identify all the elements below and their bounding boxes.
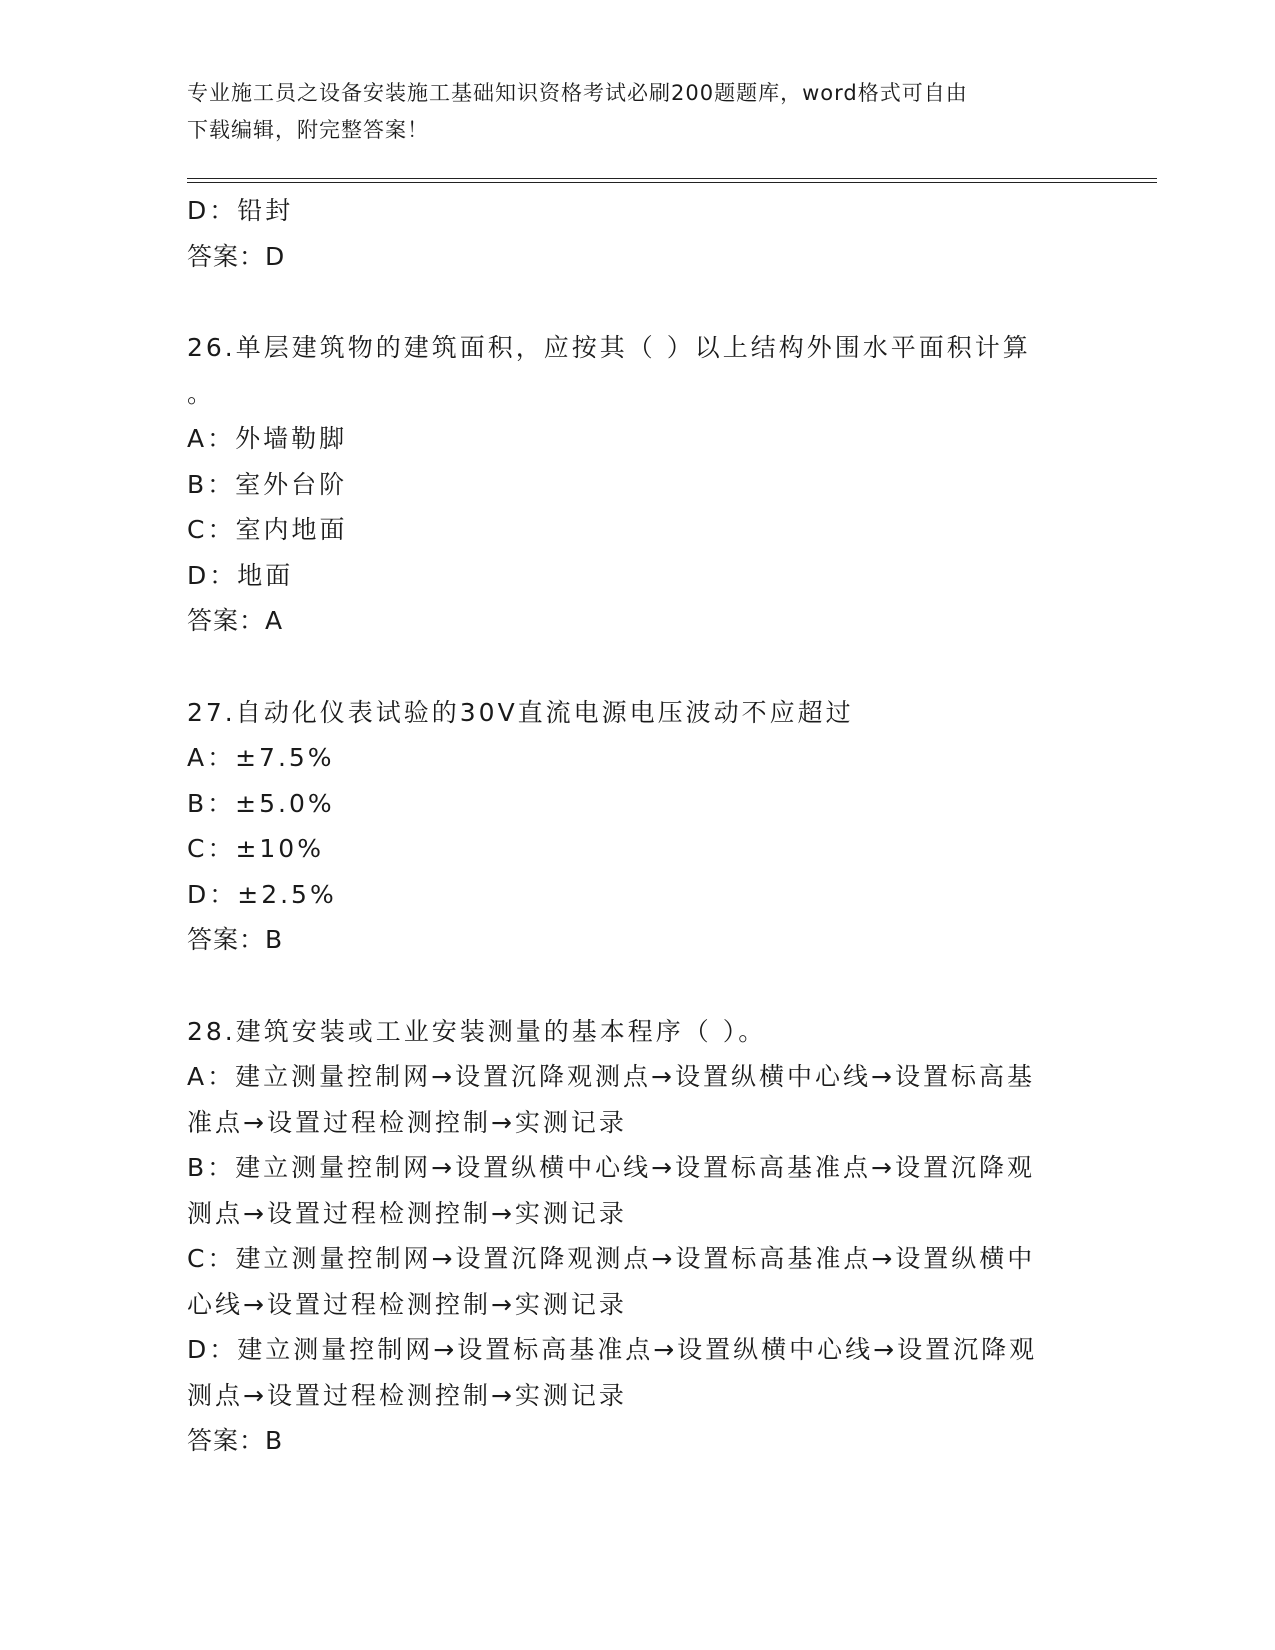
option-a: A：±7.5% [187,743,335,772]
answer: 答案：D [187,241,286,271]
question-stem: 28.建筑安装或工业安装测量的基本程序（ ）。 [187,1016,767,1046]
option-a-line-2: 准点→设置过程检测控制→实测记录 [187,1107,627,1137]
spacer [187,644,1067,690]
header-title-line-1: 专业施工员之设备安装施工基础知识资格考试必刷200题题库，word格式可自由 [187,81,968,105]
option-b: B：室外台阶 [187,469,348,499]
question-stem: 26.单层建筑物的建筑面积，应按其（ ）以上结构外围水平面积计算 [187,333,1031,362]
option-b: B：±5.0% [187,788,335,818]
question-25-tail [187,188,1067,279]
question-28 [187,1009,1067,1464]
spacer [187,963,1067,1009]
spacer [187,279,1067,325]
option-c: C：室内地面 [187,515,348,544]
question-stem: 27.自动化仪表试验的30V直流电源电压波动不应超过 [187,697,854,727]
option-b-line-1: B：建立测量控制网→设置纵横中心线→设置标高基准点→设置沉降观 [187,1153,1035,1182]
answer: 答案：A [187,606,284,635]
option-d: D：±2.5% [187,879,337,909]
header-title-line-2: 下载编辑，附完整答案！ [187,118,429,142]
answer: 答案：B [187,1426,284,1455]
option-b-line-2: 测点→设置过程检测控制→实测记录 [187,1198,627,1228]
page-header [187,75,1067,149]
question-stem-continuation: 。 [187,378,216,408]
option-d-line-2: 测点→设置过程检测控制→实测记录 [187,1380,627,1410]
option-d-line-1: D：建立测量控制网→设置标高基准点→设置纵横中心线→设置沉降观 [187,1335,1038,1364]
option-a: A：外墙勒脚 [187,424,348,453]
document-page [187,0,1157,1650]
question-26 [187,325,1067,644]
question-27 [187,690,1067,963]
question-list [187,188,1067,1464]
option-c-line-2: 心线→设置过程检测控制→实测记录 [187,1289,627,1319]
option-c-line-1: C：建立测量控制网→设置沉降观测点→设置标高基准点→设置纵横中 [187,1244,1036,1273]
option-d: D：铅封 [187,196,294,225]
header-divider [187,178,1157,183]
answer: 答案：B [187,925,284,954]
option-a-line-1: A：建立测量控制网→设置沉降观测点→设置纵横中心线→设置标高基 [187,1062,1035,1091]
option-c: C：±10% [187,834,324,863]
option-d: D：地面 [187,560,294,590]
